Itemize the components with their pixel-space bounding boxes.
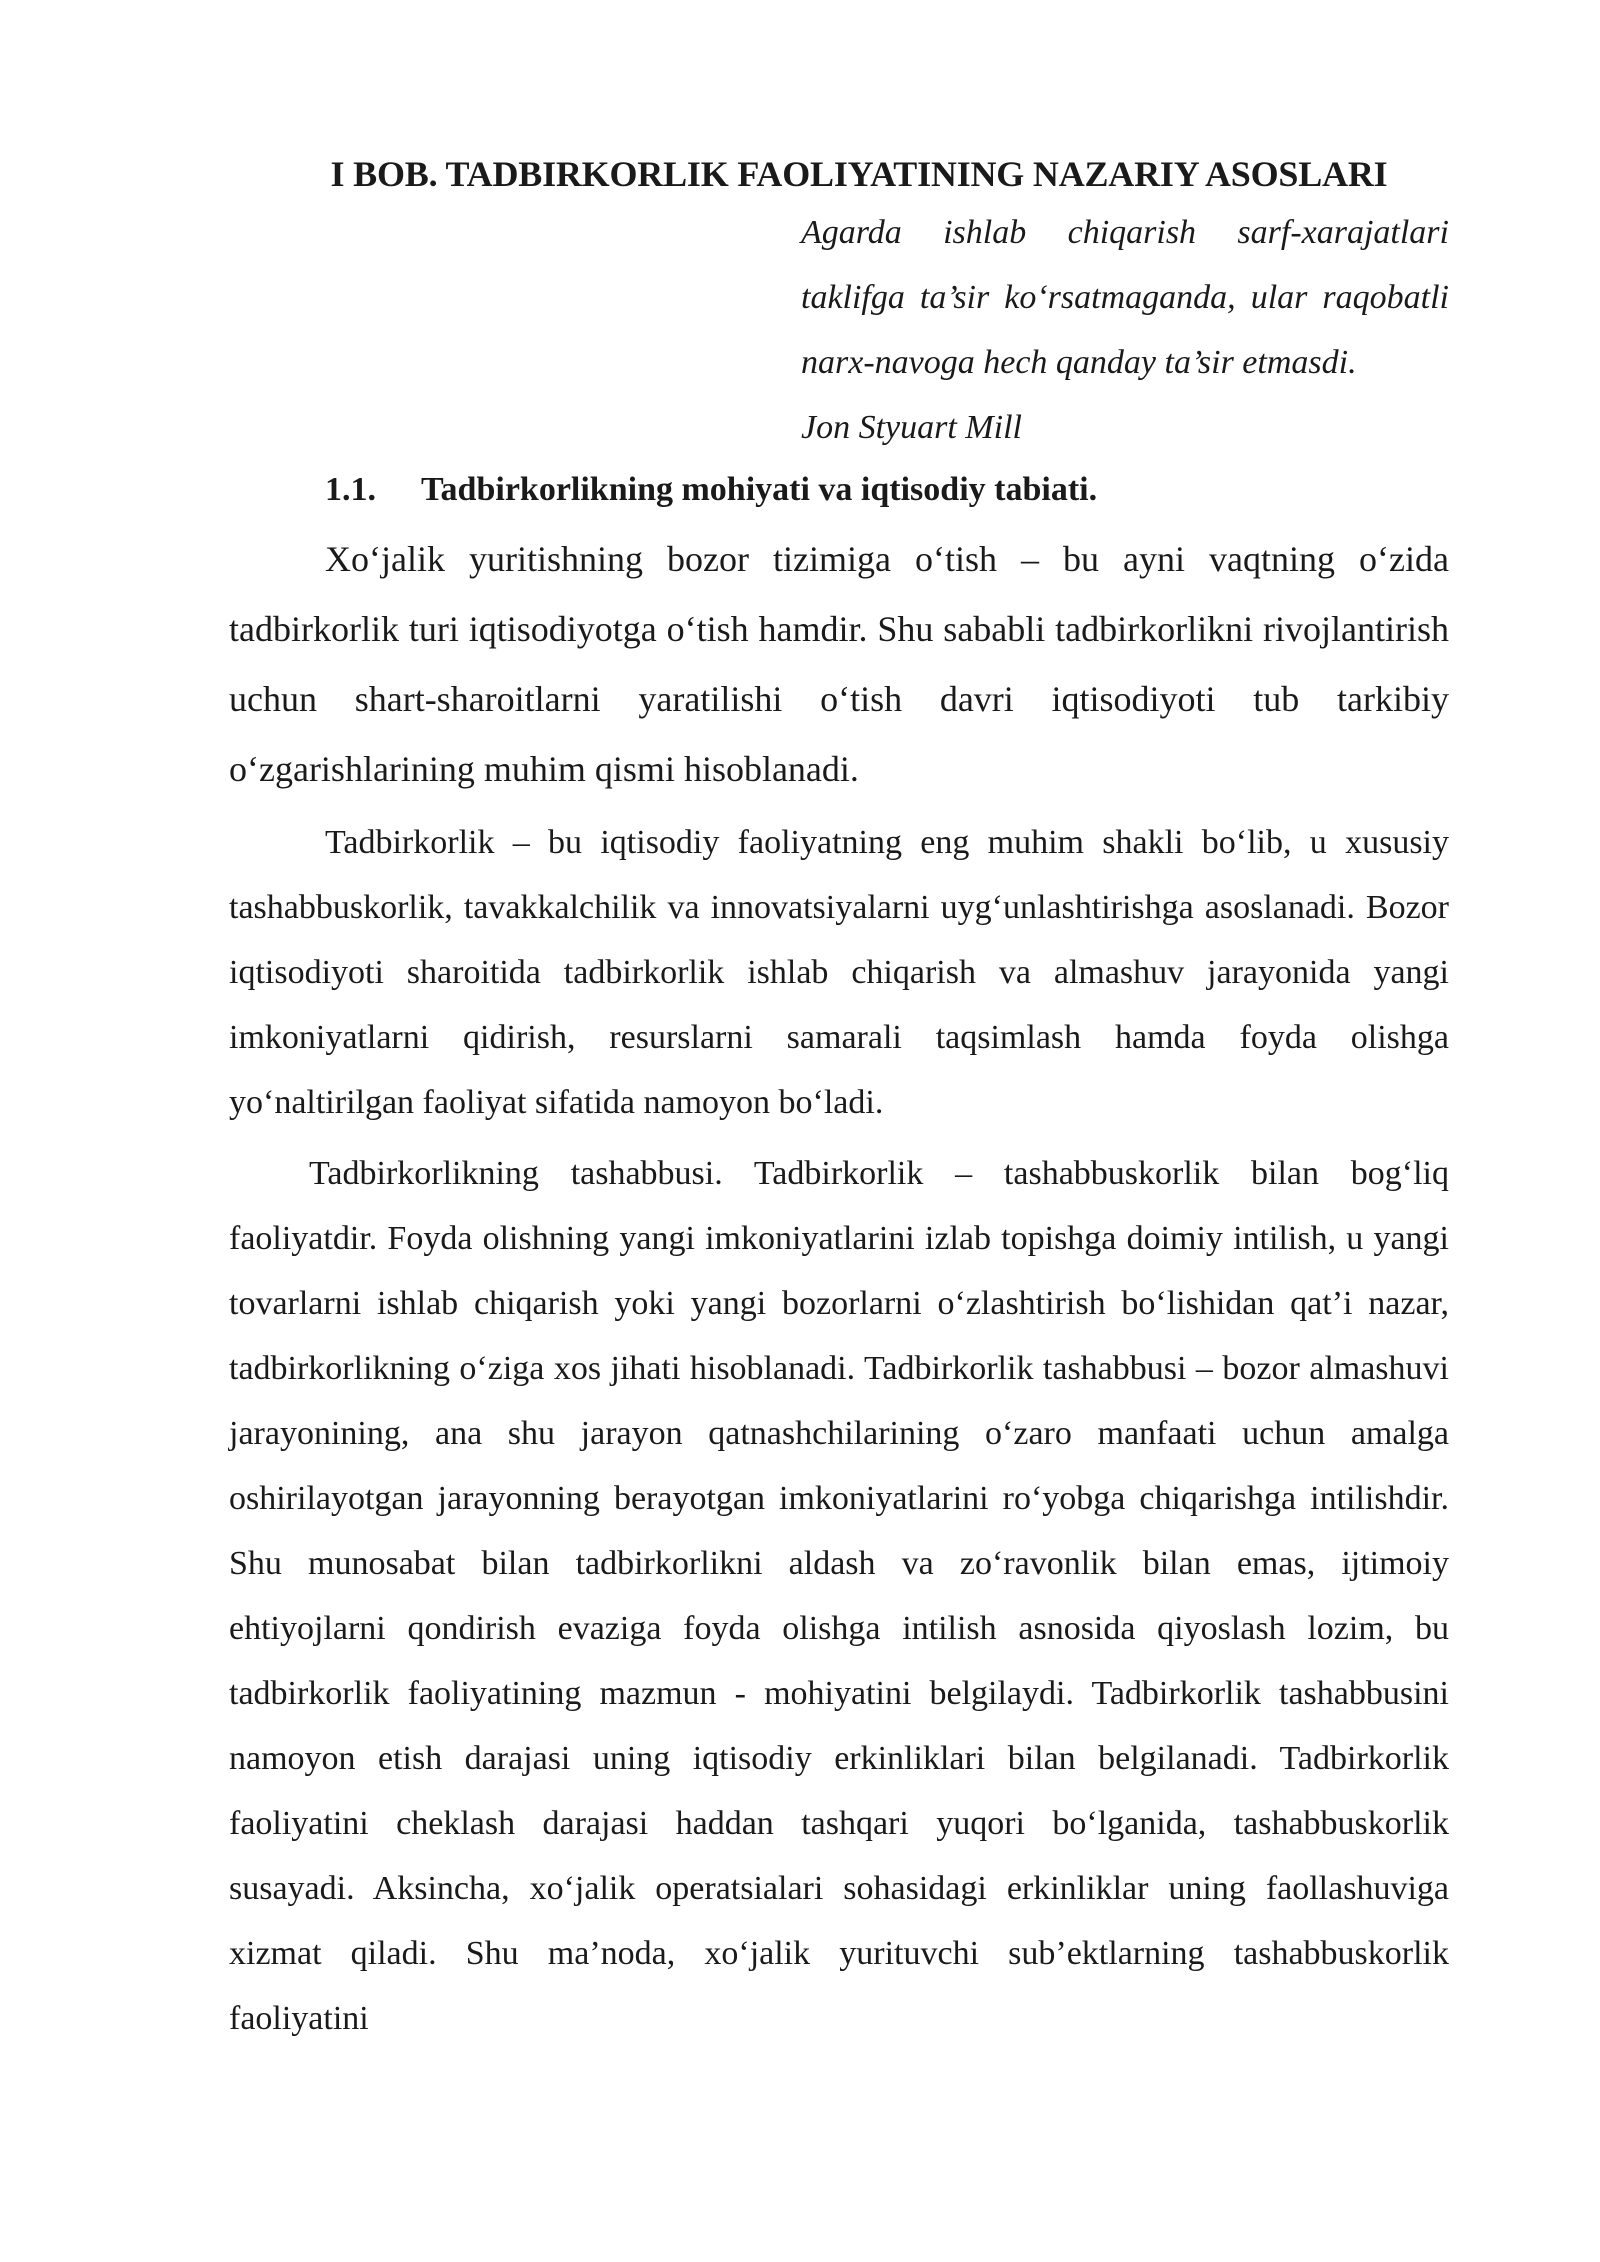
paragraph: Tadbirkorlikning tashabbusi. Tadbirkorlik – tashabbuskorlik bilan bog‘liq faoliyatdir. Foyda olishning yangi imkoniyatlarini izlab topishga doimiy intilish, u yangi tovarlarni ishlab chiqarish yoki yangi bozorlarni o‘zlashtirish bo‘lishidan qat’i nazar, tadbirkorlikning o‘ziga xos jihati hisoblanadi. Tadbirkorlik tashabbusi – bozor almashuvi jarayonining, ana shu jarayon qatnashchilarining o‘zaro manfaati uchun amalga oshirilayotgan jarayonning berayotgan imkoniyatlarini ro‘yobga chiqarishga intilishdir. Shu munosabat bilan tadbirkorlikni aldash va zo‘ravonlik bilan emas, ijtimoiy ehtiyojlarni qondirish evaziga foyda olishga intilish asnosida qiyoslash lozim, bu tadbirkorlik faoliyatining mazmun - mohiyatini belgilaydi. Tadbirkorlik tashabbusini namoyon etish darajasi uning iqtisodiy erkinliklari bilan belgilanadi. Tadbirkorlik faoliyatini cheklash darajasi haddan tashqari yuqori bo‘lganida, tashabbuskorlik susayadi. Aksincha, xo‘jalik operatsialari sohasidagi erkinliklar uning faollashuviga xizmat qiladi. Shu ma’noda, xo‘jalik yurituvchi sub’ektlarning tashabbuskorlik faoliyatini bbox=[229, 1155, 1449, 2037]
page-content bbox=[229, 150, 1449, 2051]
chapter-title: I BOB. TADBIRKORLIK FAOLIYATINING NAZARIY ASOSLARI bbox=[330, 154, 1388, 194]
paragraph: Xo‘jalik yuritishning bozor tizimiga o‘tish – bu ayni vaqtning o‘zida tadbirkorlik turi iqtisodiyotga o‘tish hamdir. Shu sababli tadbirkorlikni rivojlantirish uchun shart-sharoitlarni yaratilishi o‘tish davri iqtisodiyoti tub tarkibiy o‘zgarishlarining muhim qismi hisoblanadi. bbox=[229, 539, 1449, 789]
epigraph bbox=[801, 200, 1449, 460]
epigraph-author: Jon Styuart Mill bbox=[801, 409, 1022, 446]
epigraph-text: Agarda ishlab chiqarish sarf-xarajatlari taklifga ta’sir ko‘rsatmaganda, ular raqobatli narx-navoga hech qanday ta’sir etmasdi. bbox=[801, 214, 1449, 381]
paragraph: Tadbirkorlik – bu iqtisodiy faoliyatning eng muhim shakli bo‘lib, u xususiy tashabbuskorlik, tavakkalchilik va innovatsiyalarni uyg‘unlashtirishga asoslanadi. Bozor iqtisodiyoti sharoitida tadbirkorlik ishlab chiqarish va almashuv jarayonida yangi imkoniyatlarni qidirish, resurslarni samarali taqsimlash hamda foyda olishga yo‘naltirilgan faoliyat sifatida namoyon bo‘ladi. bbox=[229, 824, 1449, 1121]
section-title: Tadbirkorlikning mohiyati va iqtisodiy tabiati. bbox=[421, 471, 1098, 508]
section-number: 1.1. bbox=[325, 471, 376, 508]
section-heading bbox=[325, 466, 1449, 514]
